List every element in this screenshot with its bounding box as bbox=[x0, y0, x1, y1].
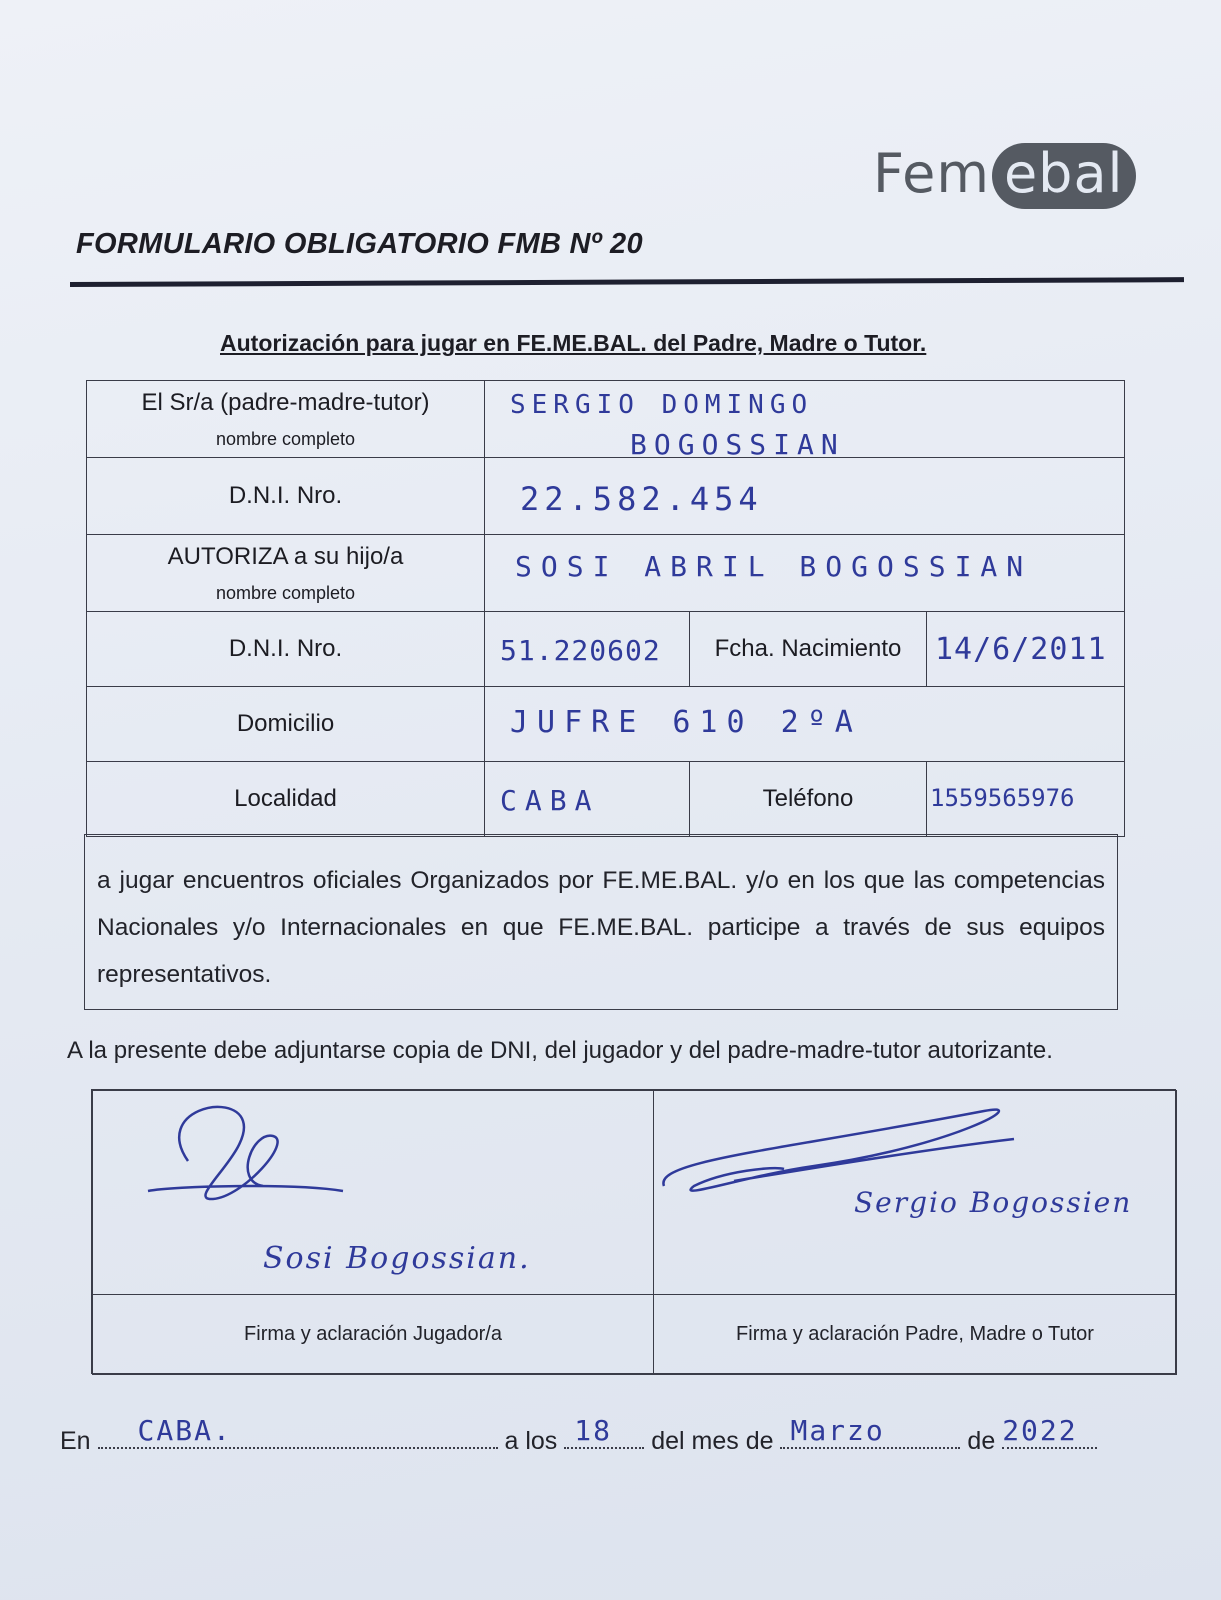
city-label: Localidad bbox=[234, 785, 337, 812]
logo-pill-letter: e bbox=[1003, 142, 1039, 205]
en-label: En bbox=[60, 1427, 91, 1455]
address-label: Domicilio bbox=[236, 710, 335, 737]
authorization-paragraph: a jugar encuentros oficiales Organizados por FE.ME.BAL. y/o en los que las competencias Nacionales y/o Internacionales en que FE.ME.BAL. participe a través de sus equipos representativos. bbox=[84, 834, 1118, 1010]
child-name-label-cell bbox=[86, 534, 485, 612]
player-signature-label-cell bbox=[92, 1294, 654, 1375]
form-subtitle: Autorización para jugar en FE.ME.BAL. del Padre, Madre o Tutor. bbox=[220, 330, 927, 356]
city-blank[interactable] bbox=[98, 1414, 498, 1449]
date-line bbox=[60, 1414, 1097, 1456]
parent-dni-value: 22.582.454 bbox=[520, 480, 763, 518]
alos-label: a los bbox=[504, 1427, 558, 1455]
de-label: de bbox=[967, 1427, 996, 1455]
city-value: CABA bbox=[500, 784, 600, 817]
logo-pill bbox=[992, 143, 1136, 209]
form-title: FORMULARIO OBLIGATORIO FMB Nº 20 bbox=[76, 228, 643, 260]
parent-name-line2: BOGOSSIAN bbox=[630, 428, 845, 461]
title-rule bbox=[70, 277, 1184, 287]
child-name-value: SOSI ABRIL BOGOSSIAN bbox=[515, 550, 1033, 583]
birth-date-label-cell bbox=[689, 611, 927, 687]
child-dni-label: D.N.I. Nro. bbox=[228, 635, 343, 662]
femebal-logo bbox=[873, 142, 1173, 217]
parent-signature-label-cell bbox=[653, 1294, 1177, 1375]
logo-suffix: bal bbox=[1038, 142, 1124, 205]
parent-name-sublabel: nombre completo bbox=[215, 428, 356, 449]
mes-label: del mes de bbox=[651, 1427, 774, 1455]
signature-box bbox=[91, 1089, 1176, 1374]
birth-date-label: Fcha. Nacimiento bbox=[714, 635, 902, 662]
child-name-label: AUTORIZA a su hijo/a bbox=[167, 542, 404, 570]
parent-name-label: El Sr/a (padre-madre-tutor) bbox=[141, 388, 430, 416]
address-label-cell bbox=[86, 686, 485, 762]
birth-date-value: 14/6/2011 bbox=[935, 632, 1107, 667]
logo-text: Fem bbox=[873, 142, 990, 205]
child-dni-value: 51.220602 bbox=[500, 634, 661, 667]
parent-name-label-cell bbox=[86, 380, 485, 458]
year-blank[interactable] bbox=[1002, 1414, 1097, 1449]
footer-day-value: 18 bbox=[574, 1414, 612, 1447]
phone-label-cell bbox=[689, 761, 927, 837]
address-value: JUFRE 610 2ºA bbox=[510, 705, 862, 740]
footer-city-value: CABA. bbox=[137, 1414, 232, 1447]
day-blank[interactable] bbox=[564, 1414, 644, 1449]
city-label-cell bbox=[86, 761, 485, 837]
parent-dni-label-cell bbox=[86, 457, 485, 535]
player-signature-field[interactable] bbox=[92, 1090, 654, 1295]
footer-month-value: Marzo bbox=[790, 1414, 885, 1447]
footer-year-value: 2022 bbox=[1002, 1414, 1078, 1447]
player-name-clarification: Sosi Bogossian. bbox=[263, 1241, 531, 1276]
child-dni-label-cell bbox=[86, 611, 485, 687]
phone-value: 1559565976 bbox=[930, 784, 1075, 812]
parent-signature-field[interactable] bbox=[653, 1090, 1177, 1295]
parent-signature-label: Firma y aclaración Padre, Madre o Tutor bbox=[736, 1323, 1094, 1345]
parent-name-line1: SERGIO DOMINGO bbox=[510, 390, 814, 420]
attachment-notice: A la presente debe adjuntarse copia de DNI, del jugador y del padre-madre-tutor autorizante. bbox=[67, 1037, 1053, 1064]
phone-label: Teléfono bbox=[762, 785, 854, 812]
month-blank[interactable] bbox=[780, 1414, 960, 1449]
parent-dni-label: D.N.I. Nro. bbox=[228, 482, 343, 509]
parent-name-clarification: Sergio Bogossien bbox=[854, 1186, 1133, 1219]
child-name-sublabel: nombre completo bbox=[215, 582, 356, 603]
player-signature-label: Firma y aclaración Jugador/a bbox=[244, 1323, 502, 1345]
